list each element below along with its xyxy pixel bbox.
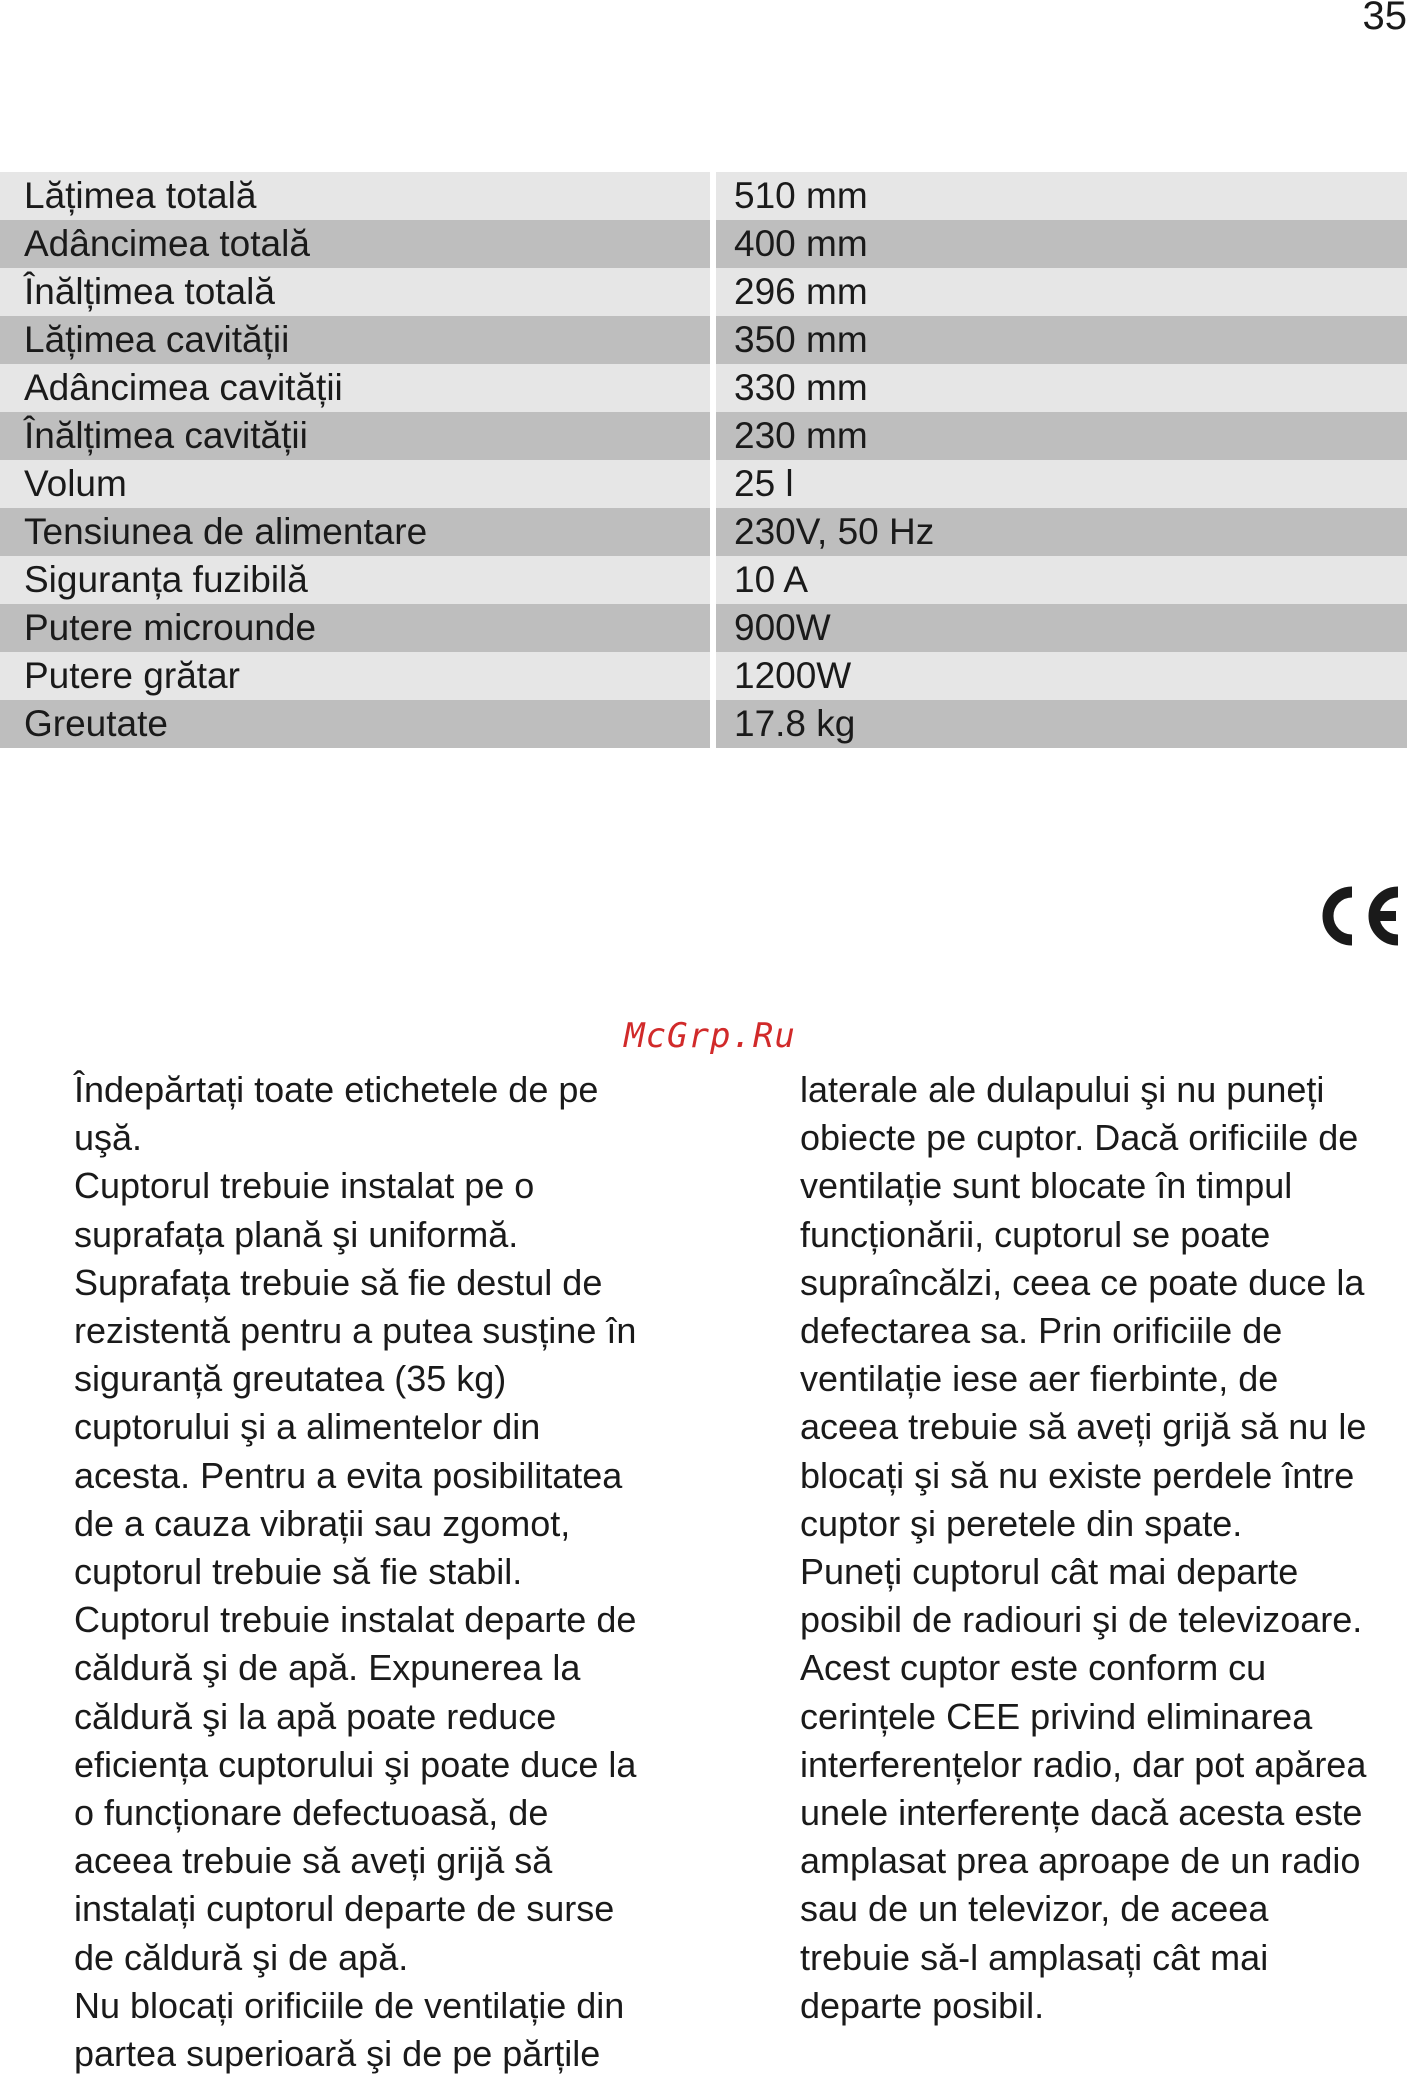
spec-row — [0, 316, 1407, 364]
spec-value: 25 l — [716, 460, 1407, 508]
spec-row — [0, 268, 1407, 316]
text-line: cuptorului şi a alimentelor din — [74, 1403, 714, 1451]
spec-value: 230 mm — [716, 412, 1407, 460]
text-line: Suprafața trebuie să fie destul de — [74, 1259, 714, 1307]
text-line: laterale ale dulapului şi nu puneți — [800, 1066, 1407, 1114]
text-line: căldură şi la apă poate reduce — [74, 1693, 714, 1741]
spec-label: Putere grătar — [0, 652, 710, 700]
text-line: suprafața plană şi uniformă. — [74, 1211, 714, 1259]
text-line: obiecte pe cuptor. Dacă orificiile de — [800, 1114, 1407, 1162]
spec-label: Adâncimea totală — [0, 220, 710, 268]
text-line: funcționării, cuptorul se poate — [800, 1211, 1407, 1259]
spec-value: 330 mm — [716, 364, 1407, 412]
text-line: ventilație iese aer fierbinte, de — [800, 1355, 1407, 1403]
text-line: uşă. — [74, 1114, 714, 1162]
text-line: unele interferențe dacă acesta este — [800, 1789, 1407, 1837]
spec-label: Lățimea cavității — [0, 316, 710, 364]
text-line: sau de un televizor, de aceea — [800, 1885, 1407, 1933]
text-line: blocați şi să nu existe perdele între — [800, 1452, 1407, 1500]
spec-label: Greutate — [0, 700, 710, 748]
spec-label: Volum — [0, 460, 710, 508]
text-line: trebuie să-l amplasați cât mai — [800, 1934, 1407, 1982]
spec-row — [0, 460, 1407, 508]
spec-value: 1200W — [716, 652, 1407, 700]
spec-value: 400 mm — [716, 220, 1407, 268]
text-line: acesta. Pentru a evita posibilitatea — [74, 1452, 714, 1500]
text-line: ventilație sunt blocate în timpul — [800, 1162, 1407, 1210]
text-line: eficiența cuptorului şi poate duce la — [74, 1741, 714, 1789]
text-line: amplasat prea aproape de un radio — [800, 1837, 1407, 1885]
spec-row — [0, 412, 1407, 460]
spec-value: 230V, 50 Hz — [716, 508, 1407, 556]
spec-value: 17.8 kg — [716, 700, 1407, 748]
text-line: Cuptorul trebuie instalat pe o — [74, 1162, 714, 1210]
spec-row — [0, 652, 1407, 700]
spec-label: Înălțimea totală — [0, 268, 710, 316]
spec-label: Siguranța fuzibilă — [0, 556, 710, 604]
spec-row — [0, 172, 1407, 220]
spec-value: 10 A — [716, 556, 1407, 604]
text-line: departe posibil. — [800, 1982, 1407, 2030]
specifications-table — [0, 172, 1407, 748]
spec-label: Tensiunea de alimentare — [0, 508, 710, 556]
text-line: o funcționare defectuoasă, de — [74, 1789, 714, 1837]
text-line: posibil de radiouri şi de televizoare. — [800, 1596, 1407, 1644]
spec-row — [0, 604, 1407, 652]
text-line: Acest cuptor este conform cu — [800, 1644, 1407, 1692]
spec-value: 900W — [716, 604, 1407, 652]
text-line: Puneți cuptorul cât mai departe — [800, 1548, 1407, 1596]
body-text-right-column — [800, 1066, 1407, 2030]
text-line: supraîncălzi, ceea ce poate duce la — [800, 1259, 1407, 1307]
text-line: rezistentă pentru a putea susține în — [74, 1307, 714, 1355]
body-text-left-column — [74, 1066, 714, 2078]
text-line: instalați cuptorul departe de surse — [74, 1885, 714, 1933]
text-line: căldură şi de apă. Expunerea la — [74, 1644, 714, 1692]
spec-value: 350 mm — [716, 316, 1407, 364]
text-line: interferențelor radio, dar pot apărea — [800, 1741, 1407, 1789]
spec-row — [0, 556, 1407, 604]
text-line: de căldură şi de apă. — [74, 1934, 714, 1982]
spec-label: Lățimea totală — [0, 172, 710, 220]
text-line: defectarea sa. Prin orificiile de — [800, 1307, 1407, 1355]
spec-row — [0, 364, 1407, 412]
text-line: Îndepărtați toate etichetele de pe — [74, 1066, 714, 1114]
spec-label: Putere microunde — [0, 604, 710, 652]
text-line: Nu blocați orificiile de ventilație din — [74, 1982, 714, 2030]
text-line: de a cauza vibrații sau zgomot, — [74, 1500, 714, 1548]
text-line: cerințele CEE privind eliminarea — [800, 1693, 1407, 1741]
text-line: cuptor şi peretele din spate. — [800, 1500, 1407, 1548]
page-number: 35 — [1363, 0, 1407, 36]
text-line: cuptorul trebuie să fie stabil. — [74, 1548, 714, 1596]
spec-label: Înălțimea cavității — [0, 412, 710, 460]
text-line: siguranță greutatea (35 kg) — [74, 1355, 714, 1403]
ce-mark-icon — [1312, 880, 1404, 952]
text-line: partea superioară şi de pe părțile — [74, 2030, 714, 2078]
watermark: McGrp.Ru — [0, 1016, 1407, 1056]
spec-label: Adâncimea cavității — [0, 364, 710, 412]
spec-value: 510 mm — [716, 172, 1407, 220]
text-line: Cuptorul trebuie instalat departe de — [74, 1596, 714, 1644]
text-line: aceea trebuie să aveți grijă să nu le — [800, 1403, 1407, 1451]
spec-row — [0, 700, 1407, 748]
spec-row — [0, 508, 1407, 556]
spec-row — [0, 220, 1407, 268]
spec-value: 296 mm — [716, 268, 1407, 316]
text-line: aceea trebuie să aveți grijă să — [74, 1837, 714, 1885]
